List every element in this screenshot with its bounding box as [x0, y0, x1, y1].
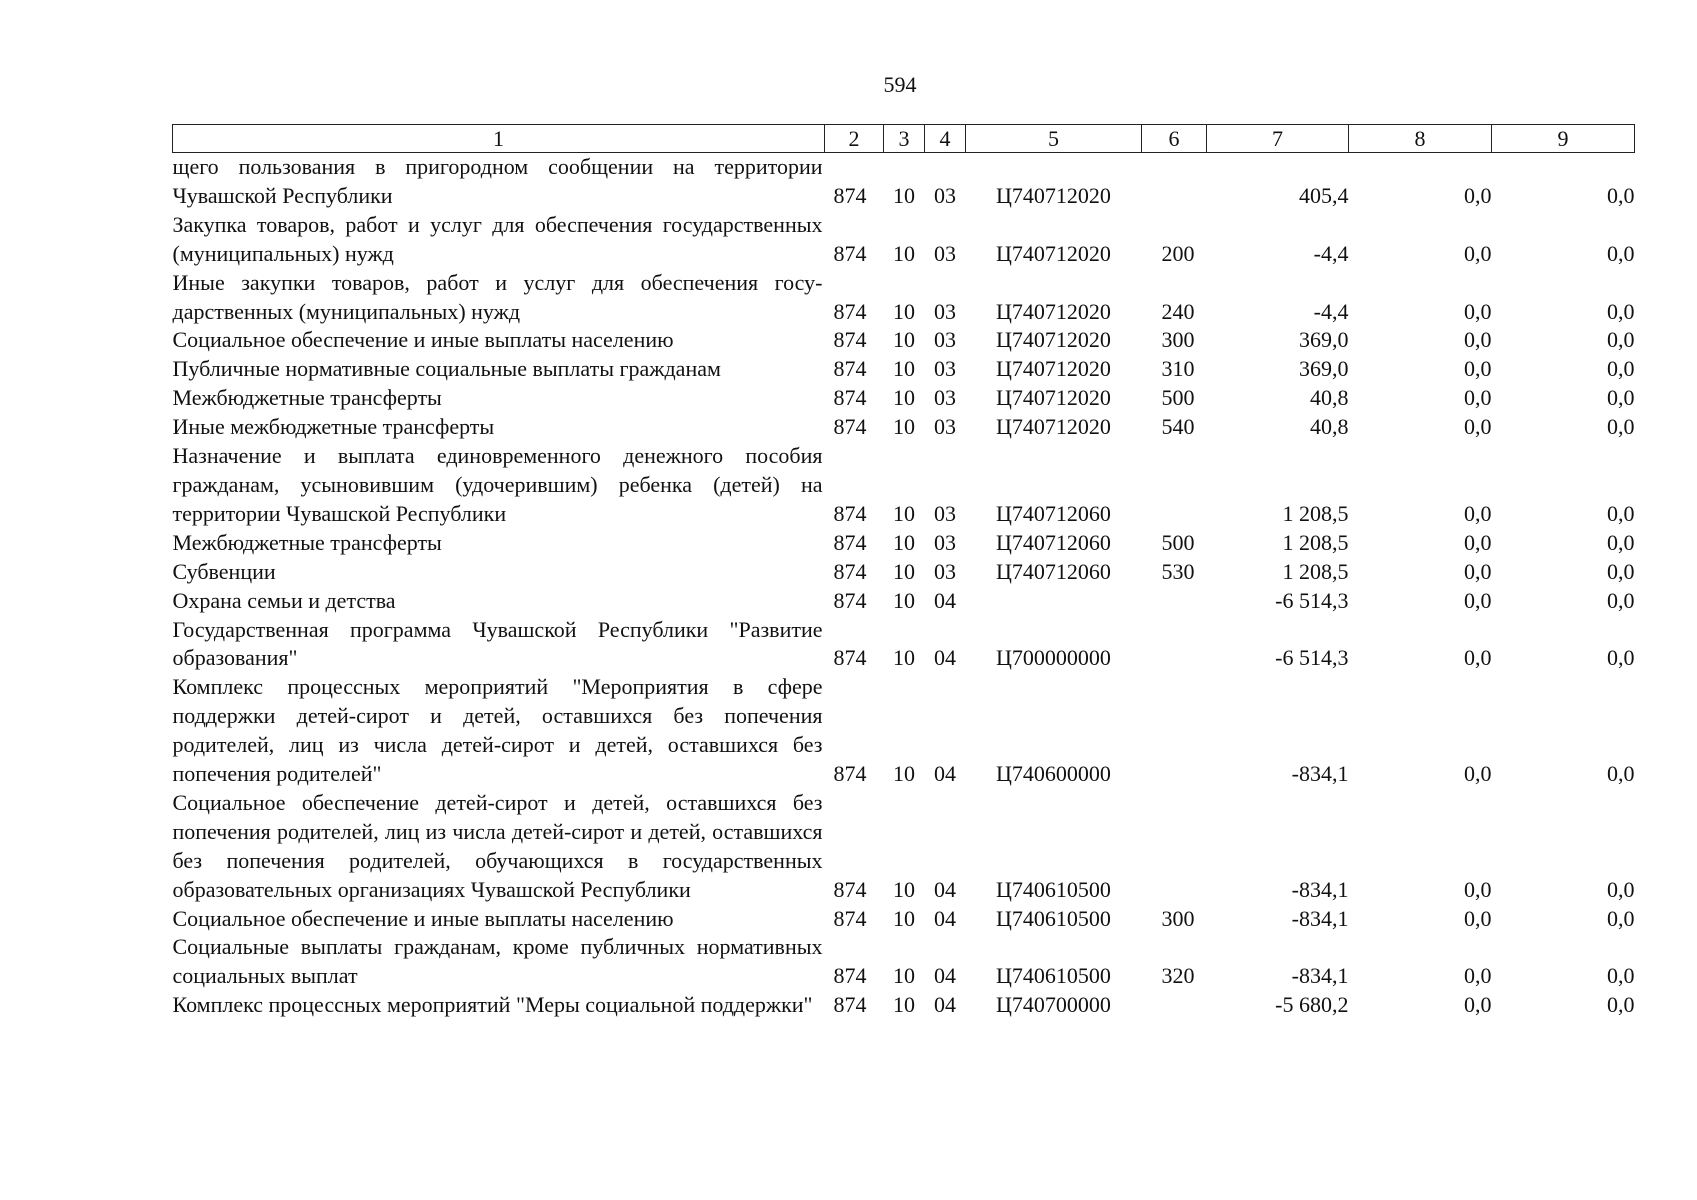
table-body [173, 153, 1635, 1021]
expense-type-cell: 320 [1161, 963, 1195, 989]
table-row [173, 153, 1635, 211]
amount-cell: 0,0 [1607, 558, 1635, 584]
code-cell: 874 [833, 876, 867, 902]
amount-cell: 1 208,5 [1282, 500, 1349, 526]
subsection-cell: 04 [934, 905, 956, 931]
expense-type-cell [1142, 616, 1207, 674]
code-cell: 874 [833, 529, 867, 555]
subsection-cell: 03 [934, 240, 956, 266]
table-row [173, 529, 1635, 558]
section-cell: 10 [893, 992, 915, 1018]
section-cell: 10 [893, 356, 915, 382]
column-header: 7 [1207, 125, 1349, 153]
row-name-cell: Иные межбюджетные трансферты [172, 414, 495, 440]
target-article-cell: Ц740610500 [996, 905, 1111, 931]
row-name-cell: Назначение и выплата единовременного денежного пособия гражданам, усыновившим (удочерившим) ребенка (детей) на территории Чувашской Республики [172, 443, 823, 526]
subsection-cell: 04 [934, 761, 956, 787]
subsection-cell: 04 [934, 876, 956, 902]
amount-cell: 0,0 [1607, 385, 1635, 411]
amount-cell: -6 514,3 [1275, 587, 1349, 613]
subsection-cell: 04 [934, 587, 956, 613]
amount-cell: 1 208,5 [1282, 558, 1349, 584]
code-cell: 874 [833, 905, 867, 931]
table-row [173, 442, 1635, 529]
section-cell: 10 [893, 182, 915, 208]
table-row [173, 326, 1635, 355]
code-cell: 874 [833, 761, 867, 787]
column-header: 5 [966, 125, 1142, 153]
target-article-cell: Ц700000000 [996, 645, 1111, 671]
expense-type-cell: 240 [1161, 298, 1195, 324]
target-article-cell: Ц740712020 [996, 414, 1111, 440]
amount-cell: 0,0 [1464, 182, 1492, 208]
amount-cell: 0,0 [1607, 414, 1635, 440]
section-cell: 10 [893, 645, 915, 671]
amount-cell: 0,0 [1607, 356, 1635, 382]
subsection-cell: 03 [934, 356, 956, 382]
amount-cell: 0,0 [1464, 645, 1492, 671]
code-cell: 874 [833, 298, 867, 324]
expense-type-cell [1142, 442, 1207, 529]
expense-type-cell: 540 [1161, 414, 1195, 440]
code-cell: 874 [833, 356, 867, 382]
subsection-cell: 03 [934, 298, 956, 324]
table-row [173, 558, 1635, 587]
target-article-cell: Ц740712020 [996, 327, 1111, 353]
target-article-cell: Ц740712020 [996, 182, 1111, 208]
target-article-cell: Ц740610500 [996, 963, 1111, 989]
amount-cell: -6 514,3 [1275, 645, 1349, 671]
subsection-cell: 03 [934, 500, 956, 526]
subsection-cell: 03 [934, 385, 956, 411]
row-name-cell: Социальные выплаты гражданам, кроме публичных нормативных социальных выплат [172, 934, 823, 989]
amount-cell: -4,4 [1313, 240, 1349, 266]
expense-type-cell: 300 [1161, 327, 1195, 353]
row-name-cell: Межбюджетные трансферты [172, 385, 442, 411]
amount-cell: 0,0 [1464, 558, 1492, 584]
amount-cell: 0,0 [1607, 587, 1635, 613]
code-cell: 874 [833, 414, 867, 440]
row-name-cell: Закупка товаров, работ и услуг для обеспечения государственных (муниципальных) нужд [172, 211, 823, 266]
column-header: 8 [1349, 125, 1492, 153]
target-article-cell [966, 587, 1142, 616]
column-header: 4 [925, 125, 966, 153]
amount-cell: 0,0 [1607, 182, 1635, 208]
row-name-cell: Межбюджетные трансферты [172, 529, 442, 555]
table-row [173, 616, 1635, 674]
amount-cell: 405,4 [1299, 182, 1349, 208]
expense-type-cell [1142, 673, 1207, 789]
amount-cell: 0,0 [1607, 876, 1635, 902]
page-number: 594 [883, 72, 917, 97]
amount-cell: 0,0 [1464, 327, 1492, 353]
column-header: 9 [1492, 125, 1635, 153]
table-row [173, 211, 1635, 269]
amount-cell: 0,0 [1464, 905, 1492, 931]
amount-cell: -834,1 [1291, 761, 1349, 787]
amount-cell: 0,0 [1464, 414, 1492, 440]
code-cell: 874 [833, 385, 867, 411]
subsection-cell: 04 [934, 645, 956, 671]
amount-cell: 0,0 [1464, 240, 1492, 266]
amount-cell: 0,0 [1464, 876, 1492, 902]
row-name-cell: щего пользования в пригородном сообщении на территории Чувашской Республики [172, 154, 823, 208]
expense-type-cell: 300 [1161, 905, 1195, 931]
section-cell: 10 [893, 963, 915, 989]
amount-cell: 0,0 [1464, 298, 1492, 324]
row-name-cell: Иные закупки товаров, работ и услуг для обеспечения государственных (муниципальных) нужд [172, 269, 823, 324]
section-cell: 10 [893, 240, 915, 266]
amount-cell: 0,0 [1607, 645, 1635, 671]
section-cell: 10 [893, 529, 915, 555]
section-cell: 10 [893, 385, 915, 411]
amount-cell: 0,0 [1607, 992, 1635, 1018]
row-name-cell: Комплекс процессных мероприятий "Мероприятия в сфере поддержки детей-сирот и детей, оставшихся без попечения родителей, лиц из числа детей-сирот и детей, оставшихся без попечения родителей" [172, 674, 823, 787]
row-name-cell: Публичные нормативные социальные выплаты гражданам [172, 356, 721, 382]
expense-type-cell [1142, 789, 1207, 905]
expense-type-cell [1142, 153, 1207, 211]
expense-type-cell [1142, 587, 1207, 616]
target-article-cell: Ц740712060 [996, 529, 1111, 555]
table-row [173, 673, 1635, 789]
table-row [173, 384, 1635, 413]
row-name-cell: Государственная программа Чувашской Республики "Развитие образования" [172, 616, 823, 671]
table-row [173, 991, 1635, 1020]
table-row [173, 789, 1635, 905]
amount-cell: -4,4 [1313, 298, 1349, 324]
code-cell: 874 [833, 240, 867, 266]
amount-cell: -834,1 [1291, 963, 1349, 989]
expense-type-cell: 310 [1161, 356, 1195, 382]
table-row [173, 587, 1635, 616]
row-name-cell: Субвенции [172, 558, 276, 584]
section-cell: 10 [893, 298, 915, 324]
amount-cell: 0,0 [1464, 529, 1492, 555]
amount-cell: 40,8 [1310, 414, 1349, 440]
row-name-cell: Социальное обеспечение и иные выплаты населению [172, 327, 674, 353]
target-article-cell: Ц740712020 [996, 356, 1111, 382]
section-cell: 10 [893, 500, 915, 526]
expense-type-cell [1142, 991, 1207, 1020]
amount-cell: -834,1 [1291, 905, 1349, 931]
code-cell: 874 [833, 992, 867, 1018]
subsection-cell: 04 [934, 963, 956, 989]
target-article-cell: Ц740712020 [996, 298, 1111, 324]
amount-cell: 0,0 [1464, 761, 1492, 787]
code-cell: 874 [833, 558, 867, 584]
row-name-cell: Комплекс процессных мероприятий "Меры социальной поддержки" [172, 992, 813, 1018]
expense-type-cell: 500 [1161, 385, 1195, 411]
target-article-cell: Ц740712060 [996, 558, 1111, 584]
amount-cell: 0,0 [1607, 500, 1635, 526]
expense-type-cell: 200 [1161, 240, 1195, 266]
budget-table [172, 124, 1635, 1020]
amount-cell: 369,0 [1299, 327, 1349, 353]
amount-cell: 369,0 [1299, 356, 1349, 382]
amount-cell: 0,0 [1607, 905, 1635, 931]
amount-cell: 0,0 [1464, 500, 1492, 526]
target-article-cell: Ц740610500 [996, 876, 1111, 902]
target-article-cell: Ц740712060 [996, 500, 1111, 526]
code-cell: 874 [833, 645, 867, 671]
code-cell: 874 [833, 182, 867, 208]
amount-cell: -834,1 [1291, 876, 1349, 902]
column-header: 3 [884, 125, 925, 153]
section-cell: 10 [893, 587, 915, 613]
section-cell: 10 [893, 414, 915, 440]
amount-cell: 0,0 [1607, 529, 1635, 555]
row-name-cell: Социальное обеспечение детей-сирот и детей, оставшихся без попечения родителей, лиц из числа детей-сирот и детей, оставшихся без попечения родителей, обучающихся в государственных образовательных организациях Чувашской Республики [172, 789, 823, 902]
amount-cell: -5 680,2 [1275, 992, 1349, 1018]
row-name-cell: Охрана семьи и детства [172, 587, 396, 613]
section-cell: 10 [893, 327, 915, 353]
subsection-cell: 03 [934, 529, 956, 555]
amount-cell: 0,0 [1607, 327, 1635, 353]
amount-cell: 0,0 [1464, 356, 1492, 382]
table-header-row [173, 125, 1635, 153]
amount-cell: 40,8 [1310, 385, 1349, 411]
section-cell: 10 [893, 905, 915, 931]
expense-type-cell: 500 [1161, 529, 1195, 555]
table-row [173, 905, 1635, 934]
table-row [173, 269, 1635, 327]
expense-type-cell: 530 [1161, 558, 1195, 584]
subsection-cell: 03 [934, 414, 956, 440]
target-article-cell: Ц740712020 [996, 385, 1111, 411]
code-cell: 874 [833, 587, 867, 613]
row-name-cell: Социальное обеспечение и иные выплаты населению [172, 905, 674, 931]
amount-cell: 0,0 [1464, 385, 1492, 411]
amount-cell: 0,0 [1464, 587, 1492, 613]
amount-cell: 0,0 [1607, 298, 1635, 324]
subsection-cell: 04 [934, 992, 956, 1018]
code-cell: 874 [833, 963, 867, 989]
target-article-cell: Ц740712020 [996, 240, 1111, 266]
table-row [173, 413, 1635, 442]
amount-cell: 0,0 [1607, 240, 1635, 266]
section-cell: 10 [893, 558, 915, 584]
table-row [173, 355, 1635, 384]
subsection-cell: 03 [934, 182, 956, 208]
code-cell: 874 [833, 327, 867, 353]
section-cell: 10 [893, 876, 915, 902]
amount-cell: 0,0 [1464, 992, 1492, 1018]
amount-cell: 0,0 [1464, 963, 1492, 989]
column-header: 6 [1142, 125, 1207, 153]
table-row [173, 933, 1635, 991]
section-cell: 10 [893, 761, 915, 787]
code-cell: 874 [833, 500, 867, 526]
column-header: 1 [173, 125, 825, 153]
amount-cell: 1 208,5 [1282, 529, 1349, 555]
amount-cell: 0,0 [1607, 761, 1635, 787]
amount-cell: 0,0 [1607, 963, 1635, 989]
target-article-cell: Ц740700000 [996, 992, 1111, 1018]
column-header: 2 [825, 125, 884, 153]
subsection-cell: 03 [934, 327, 956, 353]
subsection-cell: 03 [934, 558, 956, 584]
target-article-cell: Ц740600000 [996, 761, 1111, 787]
